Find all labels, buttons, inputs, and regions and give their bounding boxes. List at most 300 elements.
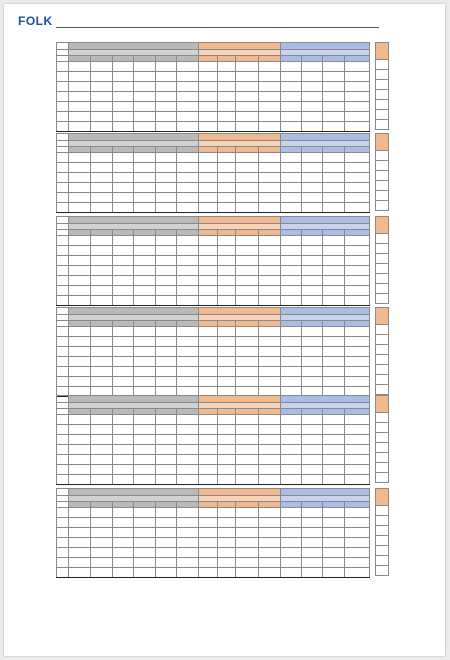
table-cell <box>134 475 156 485</box>
table-cell <box>57 528 69 538</box>
table-cell <box>322 286 345 296</box>
table-cell <box>112 163 134 173</box>
table-cell <box>155 296 177 306</box>
table-cell <box>258 327 281 337</box>
table-cell <box>112 337 134 347</box>
table-cell <box>177 193 199 203</box>
table-cell <box>236 445 259 455</box>
table-cell <box>345 183 370 193</box>
summary-cell <box>376 556 389 566</box>
summary-cell <box>376 60 389 70</box>
table-cell <box>112 327 134 337</box>
table-cell <box>69 347 91 357</box>
table-cell <box>322 558 345 568</box>
table-cell <box>217 153 236 163</box>
table-cell <box>112 435 134 445</box>
table-cell <box>301 367 322 377</box>
table-cell <box>134 112 156 122</box>
table-cell <box>236 72 259 82</box>
table-cell <box>199 122 218 132</box>
table-cell <box>112 475 134 485</box>
table-cell <box>301 266 322 276</box>
table-cell <box>90 528 112 538</box>
table-cell <box>281 347 302 357</box>
table-cell <box>177 203 199 213</box>
table-cell <box>199 72 218 82</box>
table-cell <box>155 367 177 377</box>
table-cell <box>112 266 134 276</box>
table-cell <box>258 193 281 203</box>
table-cell <box>236 62 259 72</box>
table-row <box>57 475 370 485</box>
table-cell <box>217 327 236 337</box>
table-cell <box>301 435 322 445</box>
table-cell <box>281 246 302 256</box>
summary-column <box>375 216 389 304</box>
table-cell <box>322 256 345 266</box>
table-cell <box>281 112 302 122</box>
table-cell <box>258 276 281 286</box>
table-cell <box>90 82 112 92</box>
table-cell <box>90 102 112 112</box>
table-cell <box>236 173 259 183</box>
table-cell <box>281 435 302 445</box>
table-cell <box>345 193 370 203</box>
table-cell <box>258 203 281 213</box>
summary-header <box>376 217 389 234</box>
table-cell <box>258 548 281 558</box>
table-cell <box>345 256 370 266</box>
table-cell <box>281 518 302 528</box>
table-cell <box>112 153 134 163</box>
table-cell <box>112 445 134 455</box>
table-cell <box>90 163 112 173</box>
table-cell <box>322 377 345 387</box>
summary-cell <box>376 516 389 526</box>
table-cell <box>155 425 177 435</box>
table-cell <box>199 112 218 122</box>
table-cell <box>69 276 91 286</box>
table-cell <box>199 558 218 568</box>
table-cell <box>345 122 370 132</box>
table-cell <box>112 286 134 296</box>
table-cell <box>90 276 112 286</box>
table-cell <box>199 337 218 347</box>
table-cell <box>281 367 302 377</box>
table-cell <box>258 357 281 367</box>
table-cell <box>134 508 156 518</box>
table-cell <box>155 102 177 112</box>
table-cell <box>134 528 156 538</box>
table-cell <box>90 357 112 367</box>
table-cell <box>69 246 91 256</box>
table-cell <box>177 183 199 193</box>
table-cell <box>281 425 302 435</box>
table-cell <box>134 377 156 387</box>
table-cell <box>199 377 218 387</box>
table-cell <box>69 445 91 455</box>
header-blank <box>57 134 69 141</box>
table-cell <box>90 475 112 485</box>
table-cell <box>301 445 322 455</box>
table-cell <box>301 296 322 306</box>
table-cell <box>301 327 322 337</box>
table-cell <box>217 163 236 173</box>
table-cell <box>345 415 370 425</box>
table-cell <box>322 163 345 173</box>
table-cell <box>57 173 69 183</box>
table-cell <box>57 568 69 578</box>
table-row <box>57 183 370 193</box>
table-cell <box>258 415 281 425</box>
table-cell <box>322 246 345 256</box>
table-cell <box>301 538 322 548</box>
table-cell <box>236 122 259 132</box>
table-row <box>57 92 370 102</box>
table-cell <box>322 153 345 163</box>
table-cell <box>301 276 322 286</box>
table-cell <box>236 538 259 548</box>
table-cell <box>301 203 322 213</box>
table-cell <box>69 266 91 276</box>
table-cell <box>90 367 112 377</box>
table-cell <box>112 548 134 558</box>
table-cell <box>112 558 134 568</box>
table-cell <box>177 455 199 465</box>
table-cell <box>69 337 91 347</box>
table-cell <box>177 286 199 296</box>
table-cell <box>281 82 302 92</box>
table-cell <box>258 528 281 538</box>
summary-cell <box>376 473 389 483</box>
table-row <box>57 193 370 203</box>
table-cell <box>281 327 302 337</box>
table-cell <box>258 112 281 122</box>
table-cell <box>345 92 370 102</box>
table-cell <box>322 236 345 246</box>
table-cell <box>90 455 112 465</box>
table-cell <box>322 548 345 558</box>
table-cell <box>236 548 259 558</box>
table-cell <box>177 327 199 337</box>
table-cell <box>112 367 134 377</box>
table-cell <box>69 72 91 82</box>
table-cell <box>345 236 370 246</box>
table-cell <box>177 425 199 435</box>
table-cell <box>345 465 370 475</box>
table-cell <box>236 163 259 173</box>
table-cell <box>281 72 302 82</box>
table-cell <box>301 518 322 528</box>
table-cell <box>236 367 259 377</box>
table-cell <box>155 266 177 276</box>
table-cell <box>236 286 259 296</box>
table-cell <box>177 92 199 102</box>
table-cell <box>177 377 199 387</box>
table-cell <box>345 173 370 183</box>
summary-cell <box>376 463 389 473</box>
group-header-orange <box>199 134 281 141</box>
table-cell <box>57 276 69 286</box>
table-cell <box>90 445 112 455</box>
table-cell <box>134 415 156 425</box>
summary-cell <box>376 345 389 355</box>
table-row <box>57 173 370 183</box>
table-cell <box>301 377 322 387</box>
table-row <box>57 236 370 246</box>
table-row <box>57 246 370 256</box>
table-cell <box>134 122 156 132</box>
table-cell <box>90 518 112 528</box>
group-header-orange <box>199 396 281 403</box>
table-cell <box>57 286 69 296</box>
table-cell <box>90 72 112 82</box>
table-row <box>57 518 370 528</box>
table-cell <box>112 276 134 286</box>
table-cell <box>177 296 199 306</box>
table-cell <box>345 528 370 538</box>
table-cell <box>177 518 199 528</box>
table-row <box>57 568 370 578</box>
table-cell <box>322 183 345 193</box>
table-cell <box>177 347 199 357</box>
table-cell <box>155 445 177 455</box>
table-cell <box>90 203 112 213</box>
table-cell <box>155 475 177 485</box>
table-cell <box>69 173 91 183</box>
table-cell <box>258 286 281 296</box>
table-cell <box>69 82 91 92</box>
table-cell <box>322 475 345 485</box>
table-cell <box>258 266 281 276</box>
table-cell <box>345 475 370 485</box>
table-cell <box>258 246 281 256</box>
table-cell <box>69 465 91 475</box>
summary-cell <box>376 385 389 395</box>
table-cell <box>301 236 322 246</box>
header-blank <box>57 43 69 50</box>
table-cell <box>69 425 91 435</box>
table-cell <box>112 173 134 183</box>
table-cell <box>57 183 69 193</box>
table-cell <box>69 475 91 485</box>
table-cell <box>345 558 370 568</box>
table-cell <box>112 296 134 306</box>
table-cell <box>199 528 218 538</box>
table-cell <box>90 548 112 558</box>
table-cell <box>57 102 69 112</box>
table-cell <box>345 296 370 306</box>
table-cell <box>112 256 134 266</box>
table-cell <box>217 286 236 296</box>
group-header-blue <box>281 489 370 496</box>
table-cell <box>258 518 281 528</box>
table-cell <box>155 327 177 337</box>
table-cell <box>301 337 322 347</box>
table-cell <box>236 337 259 347</box>
table-cell <box>217 102 236 112</box>
table-cell <box>134 72 156 82</box>
table-cell <box>258 568 281 578</box>
table-cell <box>199 236 218 246</box>
table-cell <box>217 518 236 528</box>
table-cell <box>322 425 345 435</box>
table-cell <box>112 82 134 92</box>
table-cell <box>155 236 177 246</box>
table-cell <box>177 538 199 548</box>
table-cell <box>322 367 345 377</box>
table-cell <box>112 465 134 475</box>
summary-cell <box>376 274 389 284</box>
table-cell <box>217 256 236 266</box>
table-cell <box>155 465 177 475</box>
table-cell <box>57 357 69 367</box>
table-cell <box>217 377 236 387</box>
table-cell <box>155 286 177 296</box>
table-cell <box>112 236 134 246</box>
summary-cell <box>376 566 389 576</box>
table-cell <box>57 558 69 568</box>
table-cell <box>322 112 345 122</box>
table-cell <box>69 92 91 102</box>
table-cell <box>177 256 199 266</box>
group-header-orange <box>199 308 281 315</box>
summary-header <box>376 43 389 60</box>
table-cell <box>199 203 218 213</box>
table-cell <box>69 415 91 425</box>
table-cell <box>90 92 112 102</box>
table-cell <box>281 122 302 132</box>
table-cell <box>155 357 177 367</box>
table-cell <box>155 528 177 538</box>
group-header-blue <box>281 396 370 403</box>
table-cell <box>345 455 370 465</box>
table-cell <box>322 62 345 72</box>
table-cell <box>155 246 177 256</box>
table-cell <box>155 62 177 72</box>
table-cell <box>217 122 236 132</box>
table-cell <box>134 347 156 357</box>
table-cell <box>199 568 218 578</box>
table-cell <box>258 92 281 102</box>
spec-table <box>56 395 370 485</box>
spec-table <box>56 216 370 306</box>
summary-cell <box>376 110 389 120</box>
table-cell <box>322 357 345 367</box>
table-cell <box>134 256 156 266</box>
table-row <box>57 357 370 367</box>
table-cell <box>90 465 112 475</box>
table-cell <box>217 112 236 122</box>
table-cell <box>345 82 370 92</box>
table-cell <box>281 296 302 306</box>
table-cell <box>301 256 322 266</box>
table-cell <box>177 337 199 347</box>
table-cell <box>155 337 177 347</box>
table-cell <box>134 153 156 163</box>
table-cell <box>134 266 156 276</box>
table-cell <box>217 455 236 465</box>
table-cell <box>236 435 259 445</box>
table-cell <box>236 92 259 102</box>
table-cell <box>345 276 370 286</box>
table-cell <box>199 102 218 112</box>
table-cell <box>322 327 345 337</box>
table-row <box>57 558 370 568</box>
table-cell <box>57 203 69 213</box>
table-cell <box>69 256 91 266</box>
table-cell <box>199 62 218 72</box>
table-cell <box>134 62 156 72</box>
table-cell <box>345 347 370 357</box>
table-cell <box>112 377 134 387</box>
table-row <box>57 548 370 558</box>
table-cell <box>69 548 91 558</box>
table-cell <box>281 475 302 485</box>
summary-header <box>376 308 389 325</box>
table-cell <box>236 246 259 256</box>
table-cell <box>301 475 322 485</box>
table-cell <box>69 455 91 465</box>
table-row <box>57 82 370 92</box>
document-page <box>4 4 445 656</box>
table-cell <box>199 445 218 455</box>
table-cell <box>258 558 281 568</box>
table-cell <box>258 475 281 485</box>
table-cell <box>281 337 302 347</box>
table-cell <box>322 445 345 455</box>
summary-cell <box>376 234 389 244</box>
table-cell <box>281 203 302 213</box>
table-cell <box>69 112 91 122</box>
table-cell <box>281 528 302 538</box>
table-cell <box>112 246 134 256</box>
table-cell <box>134 173 156 183</box>
summary-column <box>375 133 389 211</box>
table-cell <box>69 122 91 132</box>
table-cell <box>57 112 69 122</box>
table-cell <box>57 327 69 337</box>
table-cell <box>217 558 236 568</box>
table-cell <box>199 548 218 558</box>
table-cell <box>155 347 177 357</box>
table-cell <box>57 122 69 132</box>
table-cell <box>112 122 134 132</box>
table-cell <box>57 475 69 485</box>
group-header-grey <box>69 217 199 224</box>
summary-cell <box>376 120 389 130</box>
table-cell <box>112 518 134 528</box>
table-cell <box>236 415 259 425</box>
table-cell <box>345 367 370 377</box>
summary-cell <box>376 254 389 264</box>
table-cell <box>90 415 112 425</box>
table-cell <box>155 163 177 173</box>
table-cell <box>258 465 281 475</box>
table-cell <box>217 528 236 538</box>
table-cell <box>134 455 156 465</box>
group-header-orange <box>199 489 281 496</box>
table-cell <box>258 296 281 306</box>
table-cell <box>199 256 218 266</box>
table-cell <box>199 82 218 92</box>
table-cell <box>134 465 156 475</box>
table-cell <box>345 337 370 347</box>
spec-table <box>56 42 370 132</box>
table-cell <box>134 102 156 112</box>
table-cell <box>155 538 177 548</box>
table-cell <box>134 236 156 246</box>
